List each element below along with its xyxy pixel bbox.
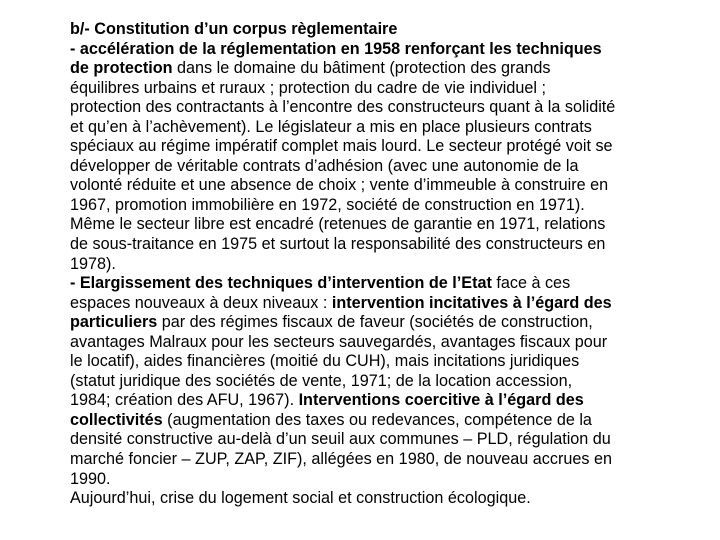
text-line: Même le secteur libre est encadré (retenues de garantie en 1971, relations: [70, 215, 606, 234]
text-line: 1990.: [70, 469, 111, 488]
text-line: et qu’en à l’achèvement). Le législateur a mis en place plusieurs contrats: [70, 117, 592, 136]
text-line: protection des contractants à l’encontre des constructeurs quant à la solidité: [70, 98, 616, 117]
text-line: le locatif), aides financières (moitié du CUH), mais incitations juridiques: [70, 352, 580, 371]
text-line: 1978).: [70, 254, 116, 273]
text-line: avantages Malraux pour les secteurs sauvegardés, avantages fiscaux pour: [70, 332, 608, 351]
text-line: équilibres urbains et ruraux ; protection du cadre de vie individuel ;: [70, 78, 547, 97]
paragraph-intervention: [70, 274, 682, 489]
paragraph-reglementation: [70, 40, 682, 275]
text-line: de protection dans le domaine du bâtiment (protection des grands: [70, 59, 551, 78]
text-line: spéciaux au régime impératif complet mais lourd. Le secteur protégé voit se: [70, 137, 613, 156]
text-line: 1984; création des AFU, 1967). Interventions coercitive à l’égard des: [70, 391, 584, 410]
text-line: de sous-traitance en 1975 et surtout la responsabilité des constructeurs en: [70, 235, 606, 254]
text-line: collectivités (augmentation des taxes ou redevances, compétence de la: [70, 410, 592, 429]
text-line: développer de véritable contrats d’adhésion (avec une autonomie de la: [70, 156, 579, 175]
text-line: densité constructive au-delà d’un seuil aux communes – PLD, régulation du: [70, 430, 611, 449]
text-line: volonté réduite et une absence de choix ; vente d’immeuble à construire en: [70, 176, 609, 195]
text-body: [70, 20, 682, 509]
text-line: marché foncier – ZUP, ZAP, ZIF), allégées en 1980, de nouveau accrues en: [70, 450, 612, 469]
text-line: (statut juridique des sociétés de vente, 1971; de la location accession,: [70, 371, 573, 390]
closing-line: Aujourd’hui, crise du logement social et construction écologique.: [70, 489, 531, 508]
text-line: espaces nouveaux à deux niveaux : intervention incitatives à l’égard des: [70, 293, 612, 312]
text-line: particuliers par des régimes fiscaux de faveur (sociétés de construction,: [70, 313, 593, 332]
text-line: - accélération de la réglementation en 1958 renforçant les techniques: [70, 39, 602, 58]
section-heading: b/- Constitution d’un corpus règlementaire: [70, 20, 398, 38]
text-line: 1967, promotion immobilière en 1972, société de construction en 1971).: [70, 195, 585, 214]
text-line: - Elargissement des techniques d’intervention de l’Etat face à ces: [70, 274, 571, 293]
